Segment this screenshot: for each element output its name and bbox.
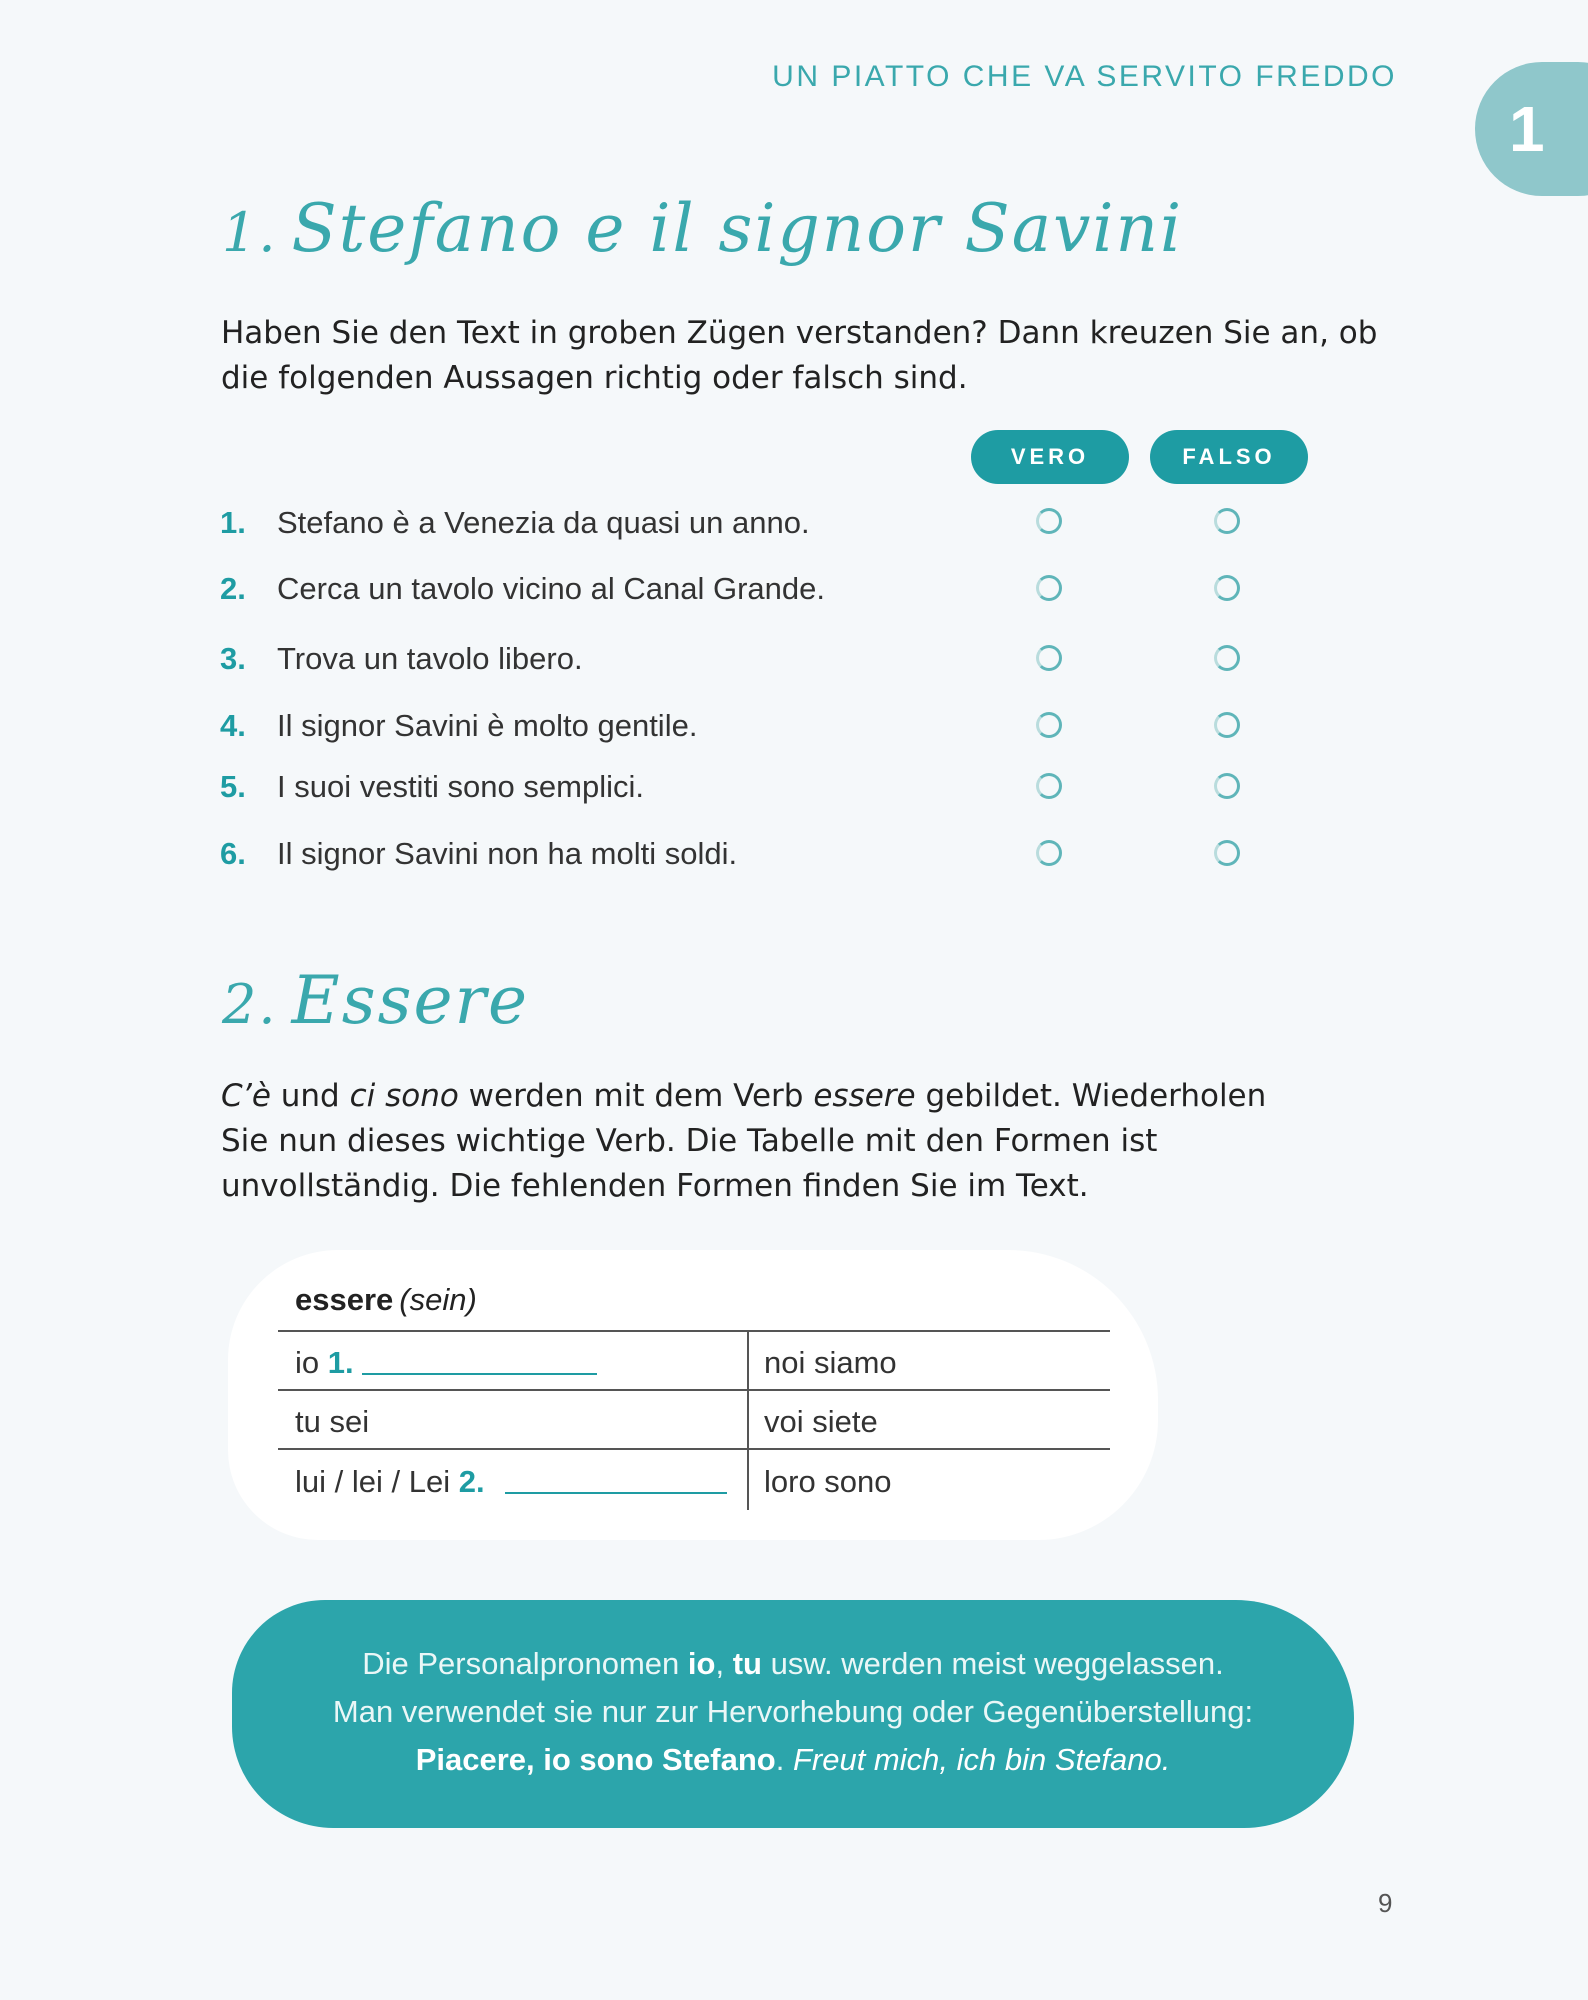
- statement-number: 1.: [220, 505, 246, 540]
- statement-text: Il signor Savini non ha molti soldi.: [277, 836, 738, 871]
- text-fragment: werden mit dem Verb: [458, 1078, 814, 1114]
- cell-lui-lei: [295, 1462, 485, 1502]
- vero-radio-6[interactable]: [1036, 840, 1062, 866]
- text-fragment: ,: [715, 1646, 733, 1681]
- cell-voi: voi siete: [764, 1404, 878, 1439]
- section-2-title-text: Essere: [291, 962, 530, 1039]
- paragraph-line-1: [221, 1074, 1381, 1119]
- info-note-text: [232, 1640, 1354, 1784]
- statement-row: [220, 636, 1320, 682]
- text-fragment: gebildet. Wiederholen: [915, 1078, 1267, 1114]
- statement-row: [220, 764, 1320, 810]
- table-divider: [278, 1448, 1110, 1450]
- text-fragment: und: [270, 1078, 350, 1114]
- table-column-divider: [747, 1330, 749, 1510]
- term-essere: essere: [813, 1078, 916, 1114]
- running-title: UN PIATTO CHE VA SERVITO FREDDO: [772, 60, 1397, 93]
- cell-tu: tu sei: [295, 1404, 370, 1439]
- statement-text: I suoi vestiti sono semplici.: [277, 769, 644, 804]
- verb-gloss: (sein): [399, 1282, 477, 1317]
- cell-noi: noi siamo: [764, 1345, 897, 1380]
- conjugation-heading: [295, 1282, 477, 1318]
- statement-number: 6.: [220, 836, 246, 871]
- text-fragment: usw. werden meist weggelassen.: [761, 1646, 1224, 1681]
- blank-number-2: 2.: [458, 1464, 485, 1499]
- pronoun-io-bold: io: [687, 1646, 716, 1681]
- section-1-instructions: Haben Sie den Text in groben Zügen verstanden? Dann kreuzen Sie an, ob die folgenden Aussagen richtig oder falsch sind.: [221, 315, 1378, 396]
- statement-text: Cerca un tavolo vicino al Canal Grande.: [277, 571, 825, 606]
- vero-radio-3[interactable]: [1036, 645, 1062, 671]
- table-divider: [278, 1330, 1110, 1332]
- statement-row: [220, 566, 1320, 612]
- section-1-number: 1.: [222, 201, 278, 264]
- note-line-2: Man verwendet sie nur zur Hervorhebung oder Gegenüberstellung:: [332, 1694, 1254, 1729]
- paragraph-line-2: Sie nun dieses wichtige Verb. Die Tabelle mit den Formen ist: [221, 1123, 1158, 1159]
- verb-label: essere: [295, 1282, 394, 1317]
- example-translation: Freut mich, ich bin Stefano.: [792, 1742, 1171, 1777]
- statement-row: [220, 831, 1320, 877]
- vero-header: VERO: [971, 430, 1129, 484]
- text-fragment: .: [775, 1742, 793, 1777]
- falso-radio-4[interactable]: [1214, 712, 1240, 738]
- term-ci-sono: ci sono: [349, 1078, 459, 1114]
- falso-header: FALSO: [1150, 430, 1308, 484]
- example-italian: Piacere, io sono Stefano: [415, 1742, 776, 1777]
- chapter-badge: 1: [1475, 62, 1588, 196]
- cell-io: [295, 1343, 354, 1383]
- statement-number: 3.: [220, 641, 246, 676]
- section-1-title-text: Stefano e il signor Savini: [291, 190, 1184, 267]
- note-line-1: [232, 1640, 1354, 1688]
- falso-radio-3[interactable]: [1214, 645, 1240, 671]
- text-fragment: Die Personalpronomen: [362, 1646, 688, 1681]
- answer-blank-2[interactable]: [505, 1492, 727, 1494]
- section-2-paragraph: [221, 1074, 1381, 1209]
- vero-radio-1[interactable]: [1036, 508, 1062, 534]
- vero-radio-4[interactable]: [1036, 712, 1062, 738]
- section-1-title: [222, 190, 1183, 267]
- falso-radio-1[interactable]: [1214, 508, 1240, 534]
- section-2-number: 2.: [222, 973, 278, 1036]
- falso-radio-2[interactable]: [1214, 575, 1240, 601]
- statement-row: [220, 500, 1320, 546]
- term-ce: C’è: [221, 1078, 271, 1114]
- pronoun-tu-bold: tu: [732, 1646, 762, 1681]
- statement-text: Il signor Savini è molto gentile.: [277, 708, 698, 743]
- falso-radio-6[interactable]: [1214, 840, 1240, 866]
- paragraph-line-3: unvollständig. Die fehlenden Formen finden Sie im Text.: [221, 1168, 1089, 1204]
- falso-radio-5[interactable]: [1214, 773, 1240, 799]
- page-number: 9: [1378, 1888, 1393, 1918]
- statement-number: 2.: [220, 571, 246, 606]
- pronoun-lui-lei: lui / lei / Lei: [295, 1464, 459, 1499]
- blank-number-1: 1.: [327, 1345, 354, 1380]
- table-divider: [278, 1389, 1110, 1391]
- statement-number: 5.: [220, 769, 246, 804]
- section-2-title: [222, 962, 529, 1039]
- vero-radio-2[interactable]: [1036, 575, 1062, 601]
- statement-text: Stefano è a Venezia da quasi un anno.: [277, 505, 810, 540]
- cell-loro: loro sono: [764, 1464, 892, 1499]
- statement-row: [220, 703, 1320, 749]
- statement-text: Trova un tavolo libero.: [277, 641, 583, 676]
- statement-number: 4.: [220, 708, 246, 743]
- answer-blank-1[interactable]: [362, 1373, 597, 1375]
- pronoun-io: io: [295, 1345, 328, 1380]
- vero-radio-5[interactable]: [1036, 773, 1062, 799]
- note-line-3: [232, 1736, 1354, 1784]
